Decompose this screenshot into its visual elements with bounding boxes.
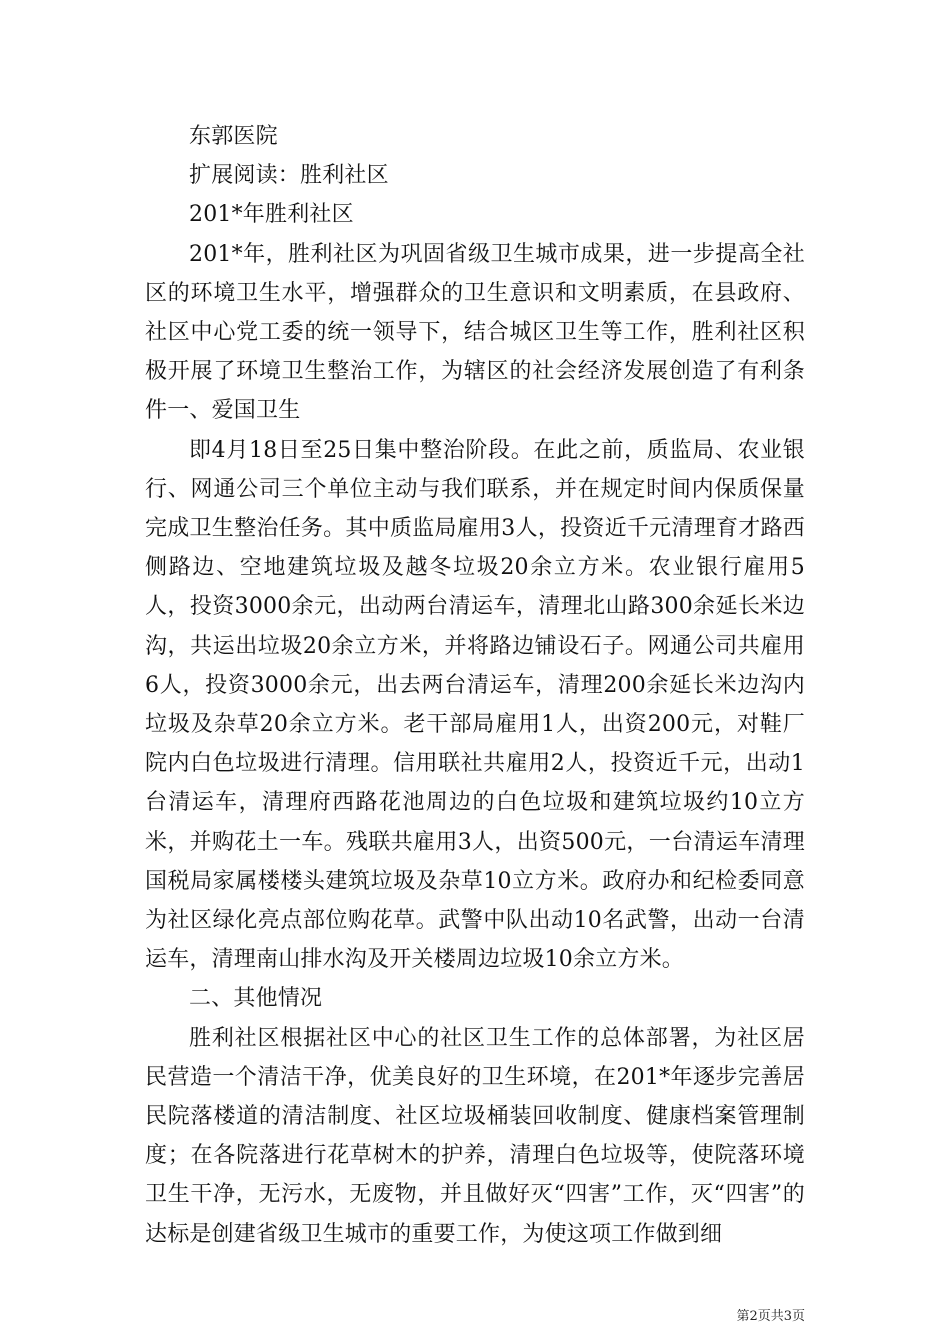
paragraph-intro: 201*年，胜利社区为巩固省级卫生城市成果，进一步提高全社区的环境卫生水平，增强群众的卫生意识和文明素质，在县政府、社区中心党工委的统一领导下，结合城区卫生等工作，胜利社区积极开展了环境卫生整治工作，为辖区的社会经济发展创造了有利条件一、爱国卫生 — [145, 241, 805, 424]
paragraph-other-situation: 胜利社区根据社区中心的社区卫生工作的总体部署，为社区居民营造一个清洁干净，优美良好的卫生环境，在201*年逐步完善居民院落楼道的清洁制度、社区垃圾桶装回收制度、健康档案管理制度；在各院落进行花草树木的护养，清理白色垃圾等，使院落环境卫生干净，无污水，无废物，并且做好灭“四害”工作，灭“四害”的达标是创建省级卫生城市的重要工作，为使这项工作做到细 — [145, 1025, 805, 1247]
paragraph-cleanup-details: 即4月18日至25日集中整治阶段。在此之前，质监局、农业银行、网通公司三个单位主动与我们联系，并在规定时间内保质保量完成卫生整治任务。其中质监局雇用3人，投资近千元清理育才路西侧路边、空地建筑垃圾及越冬垃圾20余立方米。农业银行雇用5人，投资3000余元，出动两台清运车，清理北山路300余延长米边沟，共运出垃圾20余立方米，并将路边铺设石子。网通公司共雇用6人，投资3000余元，出去两台清运车，清理200余延长米边沟内垃圾及杂草20余立方米。老干部局雇用1人，出资200元，对鞋厂院内白色垃圾进行清理。信用联社共雇用2人，投资近千元，出动1台清运车，清理府西路花池周边的白色垃圾和建筑垃圾约10立方米，并购花土一车。残联共雇用3人，出资500元，一台清运车清理国税局家属楼楼头建筑垃圾及杂草10立方米。政府办和纪检委同意为社区绿化亮点部位购花草。武警中队出动10名武警，出动一台清运车，清理南山排水沟及开关楼周边垃圾10余立方米。 — [145, 437, 805, 973]
heading-community-year: 201*年胜利社区 — [189, 202, 354, 228]
page-number: 第2页共3页 — [736, 1309, 805, 1324]
heading-extended-reading: 扩展阅读：胜利社区 — [189, 163, 389, 189]
document-body — [145, 117, 805, 1254]
heading-hospital: 东郭医院 — [189, 124, 278, 149]
section-heading-other: 二、其他情况 — [189, 986, 323, 1012]
